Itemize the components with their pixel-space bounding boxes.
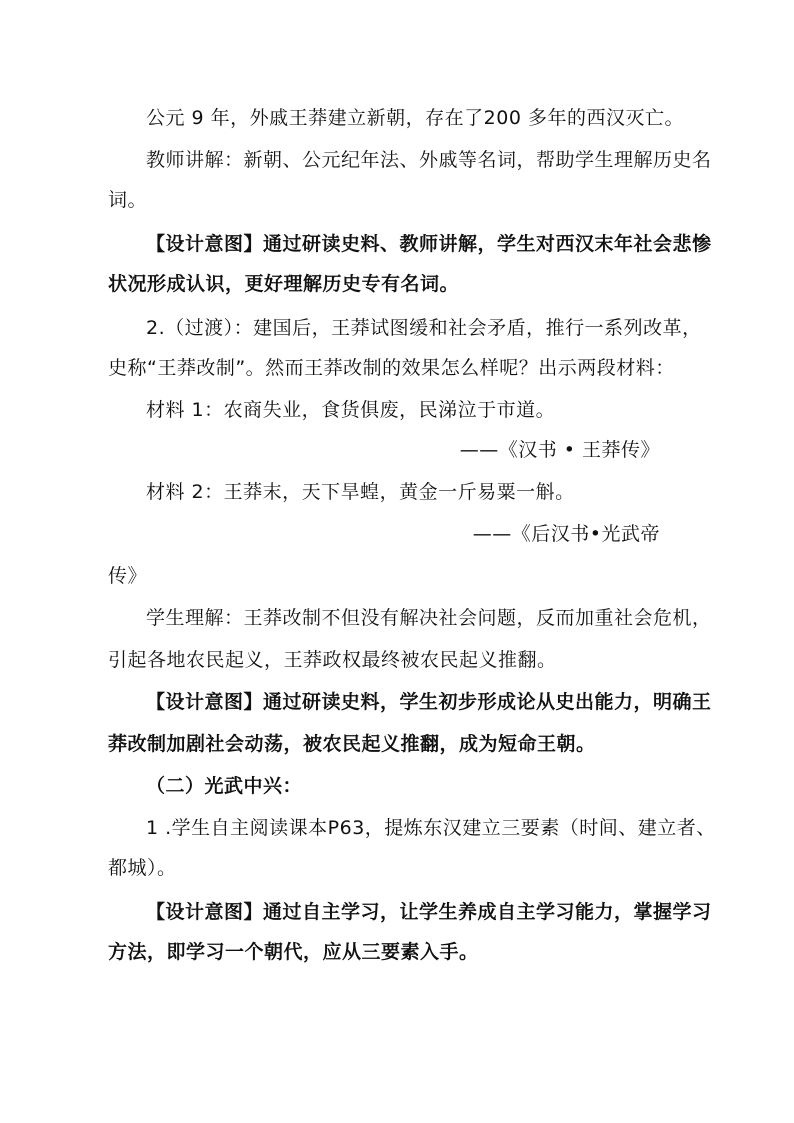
citation-line: 传》 [108, 565, 148, 587]
paragraph-line: 引起各地农民起义，王莽政权最终被农民起义推翻。 [108, 649, 557, 671]
design-intent-line: 莽改制加剧社会动荡，被农民起义推翻，成为短命王朝。 [108, 733, 596, 755]
paragraph-line: 公元 9 年，外戚王莽建立新朝，存在了200 多年的西汉灭亡。 [146, 107, 684, 129]
design-intent-line: 【设计意图】通过研读史料、教师讲解，学生对西汉末年社会悲惨 [146, 233, 712, 255]
paragraph-line: 教师讲解：新朝、公元纪年法、外戚等名词，帮助学生理解历史名 [146, 149, 712, 171]
paragraph-line: 1 .学生自主阅读课本P63，提炼东汉建立三要素（时间、建立者、 [146, 817, 716, 839]
paragraph-line: 词。 [108, 189, 148, 211]
paragraph-line: 2.（过渡）：建国后，王莽试图缓和社会矛盾，推行一系列改革， [146, 317, 702, 339]
citation-line: ——《后汉书•光武帝 [472, 523, 660, 545]
design-intent-line: 【设计意图】通过自主学习，让学生养成自主学习能力，掌握学习 [146, 901, 712, 923]
paragraph-line: 史称“王莽改制”。然而王莽改制的效果怎么样呢？出示两段材料： [108, 357, 675, 379]
design-intent-line: 【设计意图】通过研读史料，学生初步形成论从史出能力，明确王 [146, 691, 712, 713]
paragraph-line: 学生理解：王莽改制不但没有解决社会问题，反而加重社会危机， [146, 607, 712, 629]
material-line: 材料 2：王莽末，天下旱蝗，黄金一斤易粟一斛。 [146, 481, 575, 503]
design-intent-line: 方法，即学习一个朝代，应从三要素入手。 [108, 941, 479, 963]
paragraph-line: 都城）。 [108, 857, 177, 879]
material-line: 材料 1：农商失业，食货俱废，民涕泣于市道。 [146, 399, 556, 421]
citation-line: ——《汉书 • 王莽传》 [459, 439, 660, 461]
section-heading: （二）光武中兴： [146, 775, 303, 797]
design-intent-line: 状况形成认识，更好理解历史专有名词。 [108, 273, 460, 295]
